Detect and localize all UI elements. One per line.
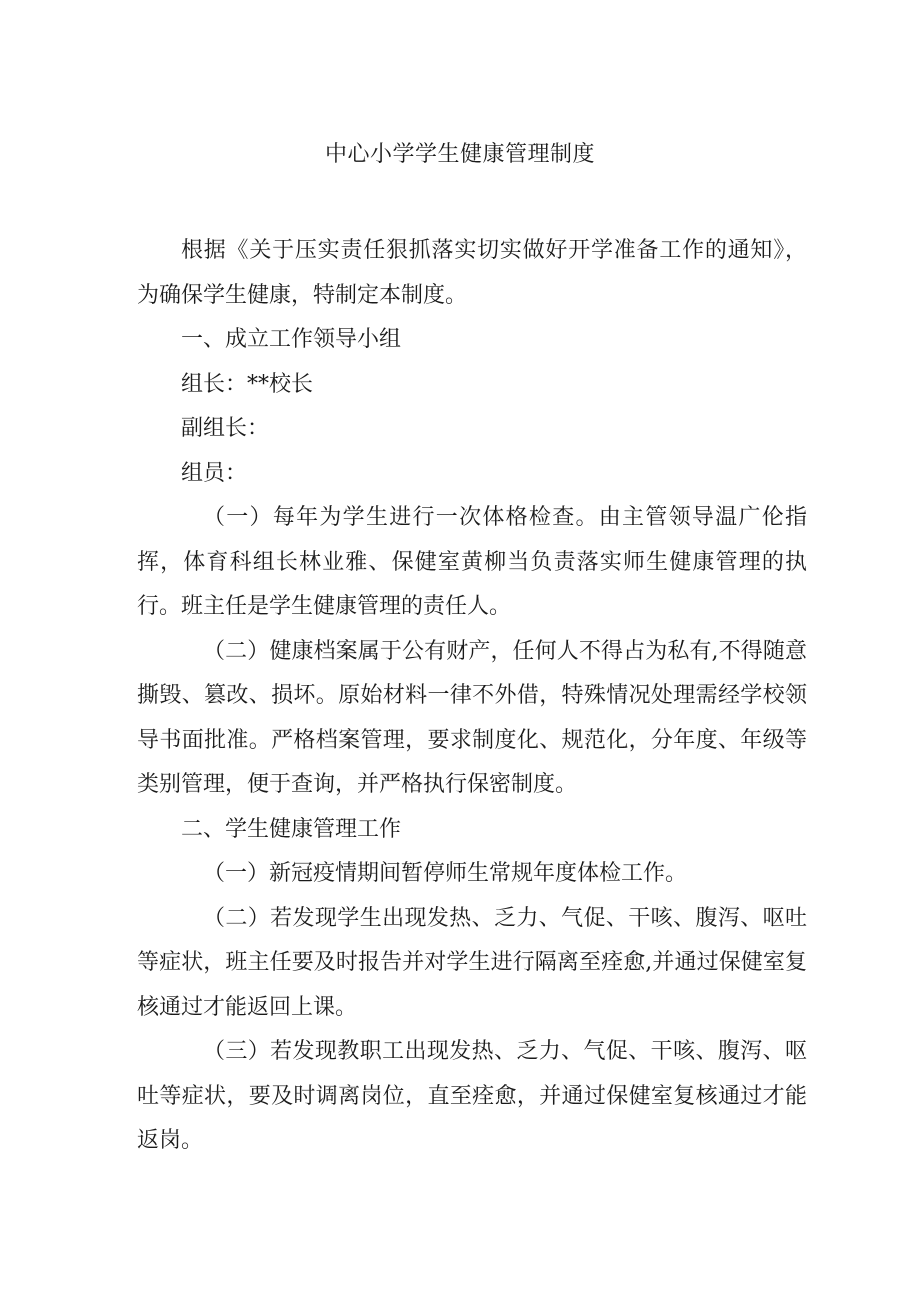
leader-line: 组长：**校长 xyxy=(181,371,314,397)
members-line: 组员： xyxy=(181,460,248,486)
section-1-item-1: （一）每年为学生进行一次体格检查。由主管领导温广伦指挥，体育科组长林业雅、保健室黄柳当负责落实师生健康管理的执行。班主任是学生健康管理的责任人。 xyxy=(137,505,807,619)
section-2-item-1: （一）新冠疫情期间暂停师生常规年度体检工作。 xyxy=(203,861,688,886)
deputy-leader-line: 副组长： xyxy=(181,416,270,441)
section-2-item-3: （三）若发现教职工出现发热、乏力、气促、干咳、腹泻、呕吐等症状，要及时调离岗位，直至痊愈，并通过保健室复核通过才能返岗。 xyxy=(137,1039,807,1153)
section-heading-1: 一、成立工作领导小组 xyxy=(181,327,402,352)
section-2-item-2: （二）若发现学生出现发热、乏力、气促、干咳、腹泻、呕吐等症状，班主任要及时报告并对学生进行隔离至痊愈,并通过保健室复核通过才能返回上课。 xyxy=(137,905,807,1020)
document-title: 中心小学学生健康管理制度 xyxy=(324,142,595,167)
document-body xyxy=(137,229,807,1164)
section-1-item-2: （二）健康档案属于公有财产，任何人不得占为私有,不得随意撕毁、篡改、损坏。原始材料一律不外借，特殊情况处理需经学校领导书面批准。严格档案管理，要求制度化、规范化，分年度、年级等类别管理，便于查询，并严格执行保密制度。 xyxy=(137,638,807,797)
section-heading-2: 二、学生健康管理工作 xyxy=(181,816,402,842)
intro-paragraph: 根据《关于压实责任狠抓落实切实做好开学准备工作的通知》，为确保学生健康，特制定本制度。 xyxy=(137,238,807,308)
